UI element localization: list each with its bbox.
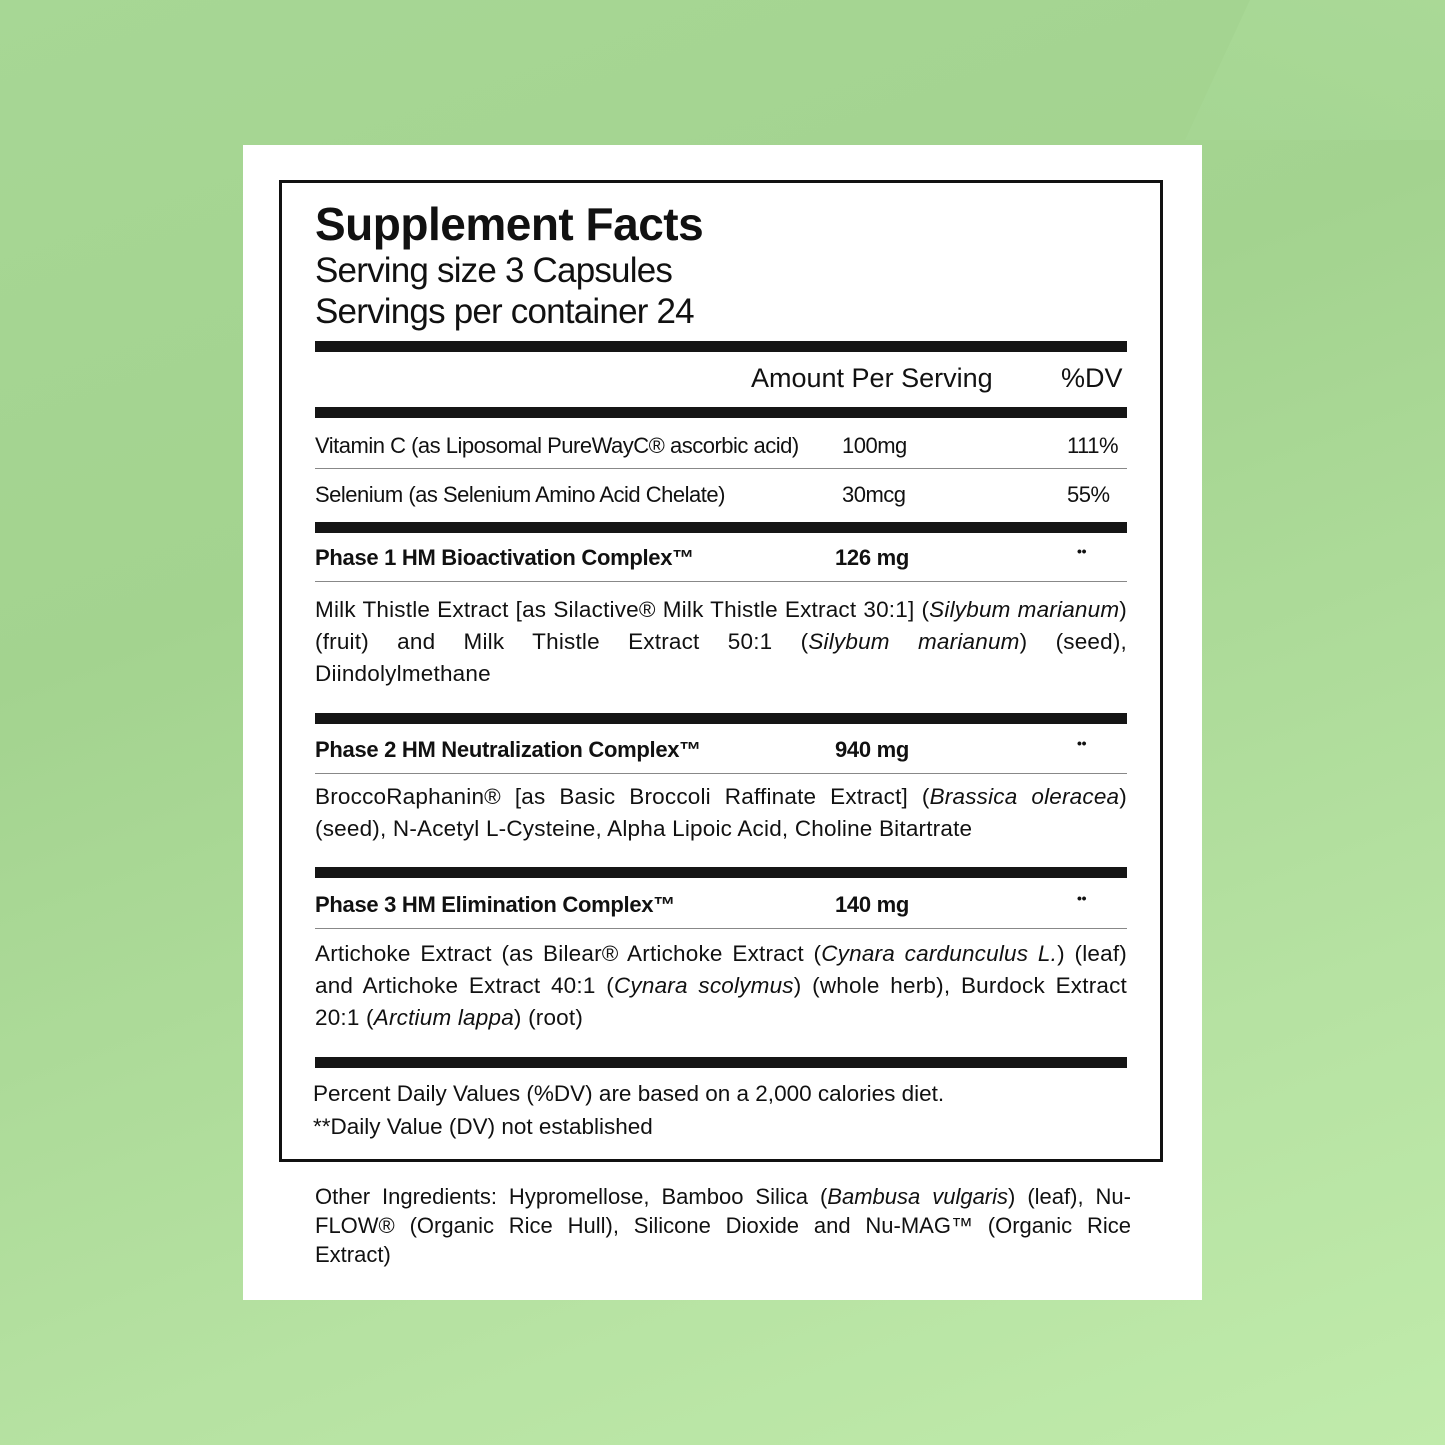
row-divider <box>315 581 1127 582</box>
serving-size: Serving size 3 Capsules <box>315 251 673 290</box>
divider-bar <box>315 1057 1127 1068</box>
blend-amount: 140 mg <box>835 892 910 917</box>
background-facet <box>1185 0 1445 140</box>
nutrient-name: Selenium (as Selenium Amino Acid Chelate) <box>315 482 725 507</box>
blend-amount: 126 mg <box>835 545 910 570</box>
nutrient-dv: 55% <box>1067 482 1110 507</box>
blend-dv: •• <box>1077 543 1087 559</box>
dv-header: %DV <box>1061 363 1123 393</box>
nutrient-name: Vitamin C (as Liposomal PureWayC® ascorbic acid) <box>315 433 799 458</box>
blend-description: BroccoRaphanin® [as Basic Broccoli Raffinate Extract] (Brassica oleracea) (seed), N-Acetyl L-Cysteine, Alpha Lipoic Acid, Choline Bitartrate <box>315 784 1127 841</box>
blend-description: Milk Thistle Extract [as Silactive® Milk Thistle Extract 30:1] (Silybum marianum) (fruit) and Milk Thistle Extract 50:1 (Silybum marianum) (seed), Diindolylmethane <box>315 597 1127 686</box>
blend-dv: •• <box>1077 890 1087 906</box>
blend-description: Artichoke Extract (as Bilear® Artichoke Extract (Cynara cardunculus L.) (leaf) and Artichoke Extract 40:1 (Cynara scolymus) (whole herb), Burdock Extract 20:1 (Arctium lappa) (root) <box>315 941 1128 1030</box>
nutrient-dv: 111% <box>1067 433 1119 458</box>
other-ingredients: Other Ingredients: Hypromellose, Bamboo Silica (Bambusa vulgaris) (leaf), Nu-FLOW® (Organic Rice Hull), Silicone Dioxide and Nu-MAG™ (Organic Rice Extract) <box>315 1184 1131 1267</box>
blend-dv: •• <box>1077 735 1087 751</box>
divider-bar <box>315 867 1127 878</box>
blend-name: Phase 3 HM Elimination Complex™ <box>315 892 675 917</box>
divider-bar <box>315 522 1127 533</box>
divider-bar <box>315 341 1127 352</box>
facts-title: Supplement Facts <box>315 198 704 250</box>
servings-per-container: Servings per container 24 <box>315 292 694 331</box>
dv-footnote: Percent Daily Values (%DV) are based on a 2,000 calories diet. <box>313 1081 945 1106</box>
row-divider <box>315 773 1127 774</box>
supplement-facts-box <box>279 180 1163 1162</box>
blend-amount: 940 mg <box>835 737 910 762</box>
row-divider <box>315 928 1127 929</box>
blend-name: Phase 1 HM Bioactivation Complex™ <box>315 545 694 570</box>
amount-header: Amount Per Serving <box>751 363 993 393</box>
blend-name: Phase 2 HM Neutralization Complex™ <box>315 737 701 762</box>
divider-bar <box>315 407 1127 418</box>
nutrient-amount: 100mg <box>842 433 907 458</box>
divider-bar <box>315 713 1127 724</box>
label-panel <box>243 145 1202 1300</box>
row-divider <box>315 468 1127 469</box>
nutrient-amount: 30mcg <box>842 482 906 507</box>
not-established-footnote: **Daily Value (DV) not established <box>313 1114 653 1139</box>
